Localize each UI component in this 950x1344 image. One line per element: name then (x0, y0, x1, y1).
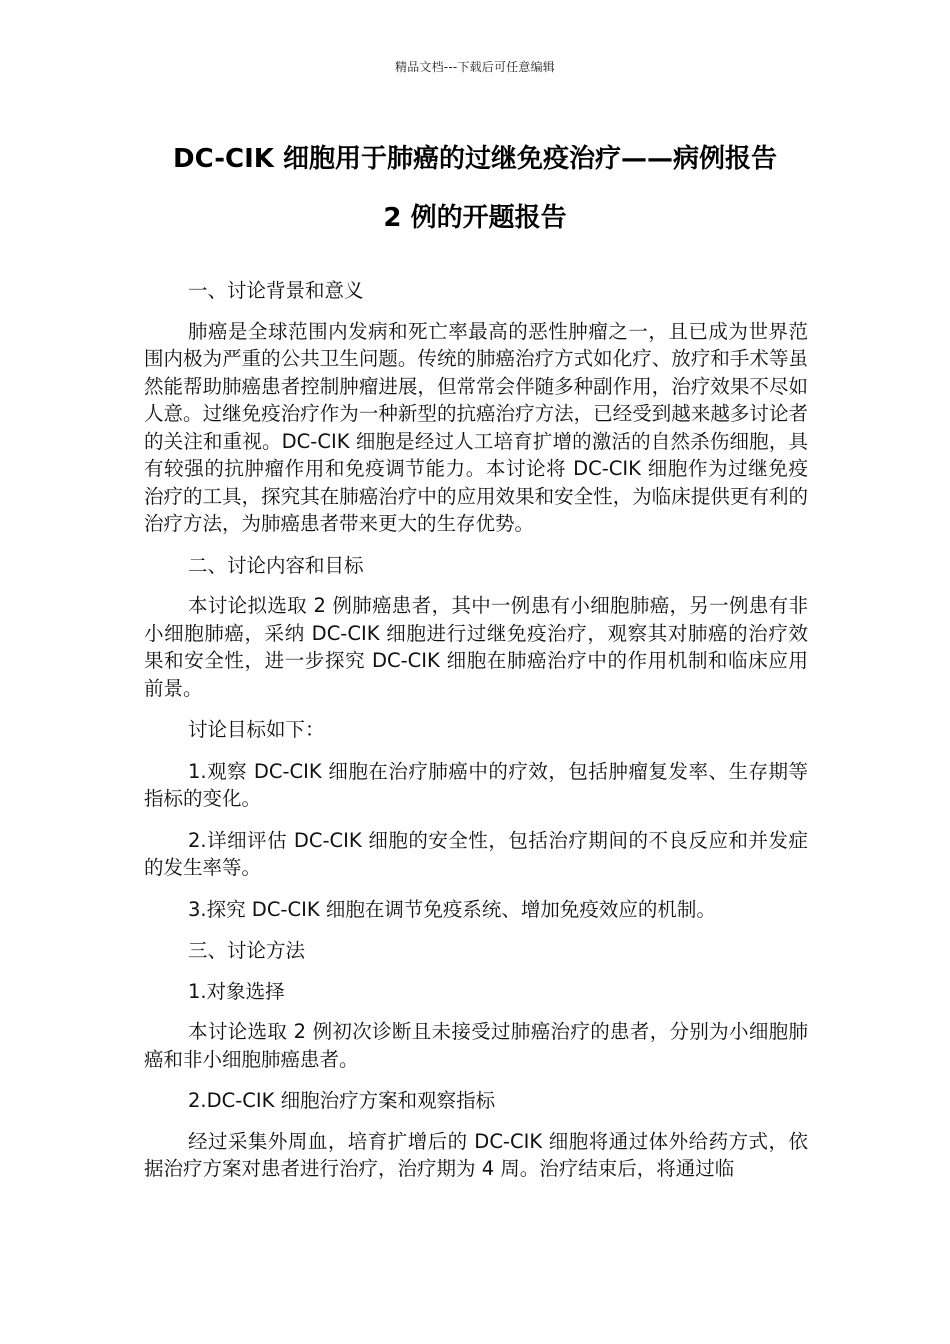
section-heading-background: 一、讨论背景和意义 (188, 279, 364, 302)
goal-item-3: 3.探究 DC-CIK 细胞在调节免疫系统、增加免疫效应的机制。 (188, 897, 716, 921)
document-body (144, 277, 808, 1197)
header-note: 精品文档---下载后可任意编辑 (395, 60, 555, 74)
paragraph-content: 本讨论拟选取 2 例肺癌患者，其中一例患有小细胞肺癌，另一例患有非小细胞肺癌，采纳 DC-CIK 细胞进行过继免疫治疗，观察其对肺癌的治疗效果和安全性，进一步探究 DC-CIK 细胞在肺癌治疗中的作用机制和临床应用前景。 (144, 594, 808, 700)
subheading-subject-selection: 1.对象选择 (188, 979, 285, 1003)
goal-item-2: 2.详细评估 DC-CIK 细胞的安全性，包括治疗期间的不良反应和并发症的发生率等。 (144, 828, 808, 879)
goal-item-1: 1.观察 DC-CIK 细胞在治疗肺癌中的疗效，包括肿瘤复发率、生存期等指标的变化。 (144, 759, 808, 810)
paragraph-background: 肺癌是全球范围内发病和死亡率最高的恶性肿瘤之一，且已成为世界范围内极为严重的公共卫生问题。传统的肺癌治疗方式如化疗、放疗和手术等虽然能帮助肺癌患者控制肿瘤进展，但常常会伴随多种副作用，治疗效果不尽如人意。过继免疫治疗作为一种新型的抗癌治疗方法，已经受到越来越多讨论者的关注和重视。DC-CIK 细胞是经过人工培育扩增的激活的自然杀伤细胞，具有较强的抗肿瘤作用和免疫调节能力。本讨论将 DC-CIK 细胞作为过继免疫治疗的工具，探究其在肺癌治疗中的应用效果和安全性，为临床提供更有利的治疗方法，为肺癌患者带来更大的生存优势。 (144, 319, 808, 535)
document-title-line-2: 2 例的开题报告 (383, 203, 567, 233)
section-heading-methods: 三、讨论方法 (188, 939, 306, 962)
section-heading-content: 二、讨论内容和目标 (188, 553, 364, 577)
paragraph-subject-selection: 本讨论选取 2 例初次诊断且未接受过肺癌治疗的患者，分别为小细胞肺癌和非小细胞肺癌患者。 (144, 1020, 808, 1071)
paragraph-treatment-plan: 经过采集外周血，培育扩增后的 DC-CIK 细胞将通过体外给药方式，依据治疗方案对患者进行治疗，治疗期为 4 周。治疗结束后，将通过临 (144, 1129, 808, 1180)
document-title-line-1: DC-CIK 细胞用于肺癌的过继免疫治疗——病例报告 (172, 144, 777, 174)
paragraph-goals-intro: 讨论目标如下： (188, 718, 325, 741)
subheading-treatment-plan: 2.DC-CIK 细胞治疗方案和观察指标 (188, 1089, 496, 1112)
